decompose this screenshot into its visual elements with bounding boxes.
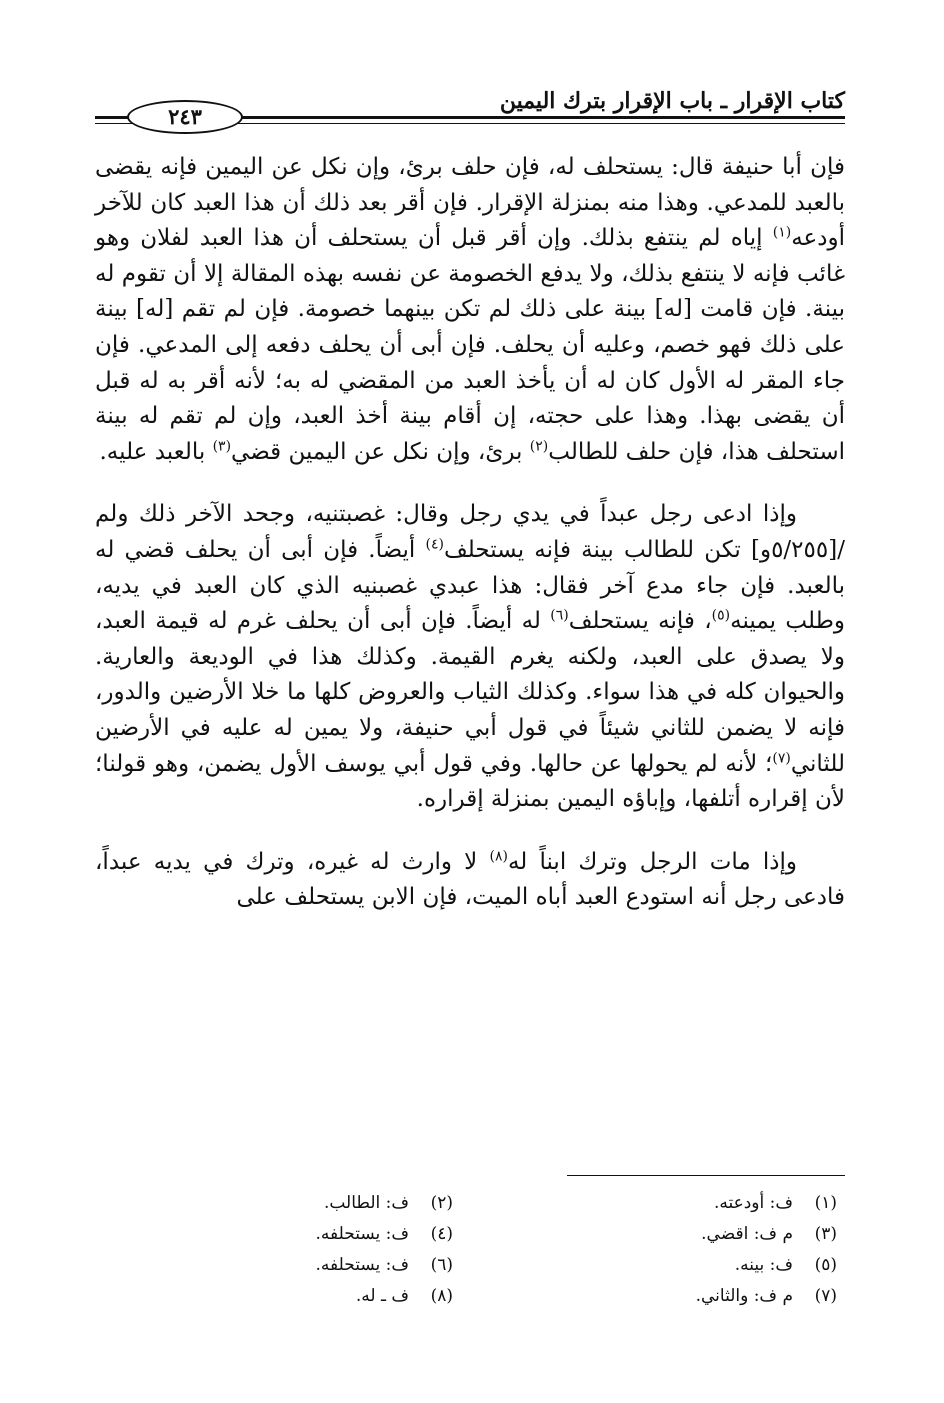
footnote-number: (٨) bbox=[430, 1286, 453, 1306]
footnote-item bbox=[477, 1250, 837, 1281]
paragraph bbox=[95, 845, 845, 916]
body-text bbox=[95, 150, 845, 916]
footnotes-right-column bbox=[477, 1188, 837, 1312]
text-run: أيضاً. فإن أبى أن يحلف قضي له بالعبد. فإن جاء مدع آخر فقال: هذا عبدي غصبنيه الذي كان العبد في يديه، وطلب يمينه bbox=[95, 536, 845, 635]
footnote-text: ف: بينه. bbox=[734, 1255, 793, 1275]
footnote-ref: (٨) bbox=[489, 848, 508, 865]
footnote-separator bbox=[567, 1175, 845, 1176]
footnote-text: ف: أودعته. bbox=[713, 1193, 793, 1213]
footnote-number: (٣) bbox=[814, 1224, 837, 1244]
page-number-badge: ٢٤٣ bbox=[127, 100, 243, 134]
footnote-item bbox=[477, 1219, 837, 1250]
footnote-number: (٢) bbox=[430, 1193, 453, 1213]
footnote-number: (٤) bbox=[430, 1224, 453, 1244]
text-run: وإذا ادعى رجل عبداً في يدي رجل وقال: غصبتنيه، وجحد الآخر ذلك ولم /[٥/٢٥٥و] تكن للطالب بينة فإنه يستحلف bbox=[95, 501, 845, 563]
footnote-text: ف: الطالب. bbox=[323, 1193, 409, 1213]
footnote-item bbox=[93, 1188, 453, 1219]
footnote-ref: (٣) bbox=[212, 438, 232, 455]
footnote-ref: (٢) bbox=[529, 438, 549, 455]
text-run: بالعبد عليه. bbox=[99, 438, 213, 465]
footnote-ref: (٦) bbox=[550, 607, 569, 624]
footnote-number: (١) bbox=[814, 1193, 837, 1213]
paragraph bbox=[95, 150, 845, 470]
paragraph bbox=[95, 497, 845, 817]
text-run: لا وارث له غيره، وترك في يديه عبداً، فادعى رجل أنه استودع العبد أباه الميت، فإن الابن يستحلف على bbox=[95, 848, 845, 911]
running-title: كتاب الإقرار ـ باب الإقرار بترك اليمين bbox=[499, 88, 845, 114]
text-run: إياه لم ينتفع بذلك. وإن أقر قبل أن يستحلف أن هذا العبد لفلان وهو غائب فإنه لا ينتفع بذلك، ولا يدفع الخصومة عن نفسه بهذه المقالة إلا أن تقوم له بينة. فإن قامت [له] بينة على ذلك لم تكن بينهما خصومة. فإن لم تقم [له] بينة على ذلك فهو خصم، وعليه أن يحلف. فإن أبى أن يحلف دفعه إلى المدعي. فإن جاء المقر له الأول كان له أن يأخذ العبد من المقضي له به؛ لأنه أقر به له قبل أن يقضى بهذا. وهذا على حجته، إن أقام بينة أخذ العبد، وإن لم تقم له بينة استحلف هذا، فإن حلف للطالب bbox=[95, 225, 845, 465]
page-header bbox=[95, 84, 845, 130]
footnote-text: م ف: اقضي. bbox=[701, 1224, 793, 1244]
footnote-item bbox=[93, 1281, 453, 1312]
footnote-text: ف: يستحلفه. bbox=[315, 1224, 409, 1244]
footnote-item bbox=[477, 1281, 837, 1312]
footnote-item bbox=[477, 1188, 837, 1219]
text-run: فإن أبا حنيفة قال: يستحلف له، فإن حلف برئ، وإن نكل عن اليمين فإنه يقضى بالعبد للمدعي. وهذا منه بمنزلة الإقرار. فإن أقر بعد ذلك أن هذا العبد كان للآخر أودعه bbox=[95, 154, 845, 252]
footnote-text: ف: يستحلفه. bbox=[315, 1255, 409, 1275]
text-run: له أيضاً. فإن أبى أن يحلف غرم له قيمة العبد، ولا يصدق على العبد، ولكنه يغرم القيمة. وكذلك هذا في الوديعة والعارية. والحيوان كله في هذا سواء. وكذلك الثياب والعروض كلها ما خلا الأرضين والدور، فإنه لا يضمن للثاني شيئاً في قول أبي حنيفة، ولا يمين له عليه في الأرضين للثاني bbox=[95, 608, 845, 777]
footnote-ref: (٤) bbox=[425, 536, 444, 553]
footnote-ref: (١) bbox=[772, 224, 792, 241]
footnote-number: (٧) bbox=[814, 1286, 837, 1306]
text-run: وإذا مات الرجل وترك ابناً له bbox=[507, 848, 797, 875]
text-run: برئ، وإن نكل عن اليمين قضي bbox=[231, 438, 530, 465]
footnote-text: م ف: والثاني. bbox=[695, 1286, 793, 1306]
text-run: ؛ لأنه لم يحولها عن حالها. وفي قول أبي يوسف الأول يضمن، وهو قولنا؛ لأن إقراره أتلفها، وإباؤه اليمين بمنزلة إقراره. bbox=[95, 750, 845, 813]
footnote-item bbox=[93, 1250, 453, 1281]
footnote-ref: (٥) bbox=[711, 607, 731, 624]
text-run: ، فإنه يستحلف bbox=[568, 608, 712, 635]
footnote-number: (٥) bbox=[814, 1255, 837, 1275]
footnotes-left-column bbox=[93, 1188, 453, 1312]
footnote-number: (٦) bbox=[430, 1255, 453, 1275]
footnote-item bbox=[93, 1219, 453, 1250]
footnote-text: ف ـ له. bbox=[355, 1286, 409, 1306]
footnote-ref: (٧) bbox=[772, 749, 791, 766]
